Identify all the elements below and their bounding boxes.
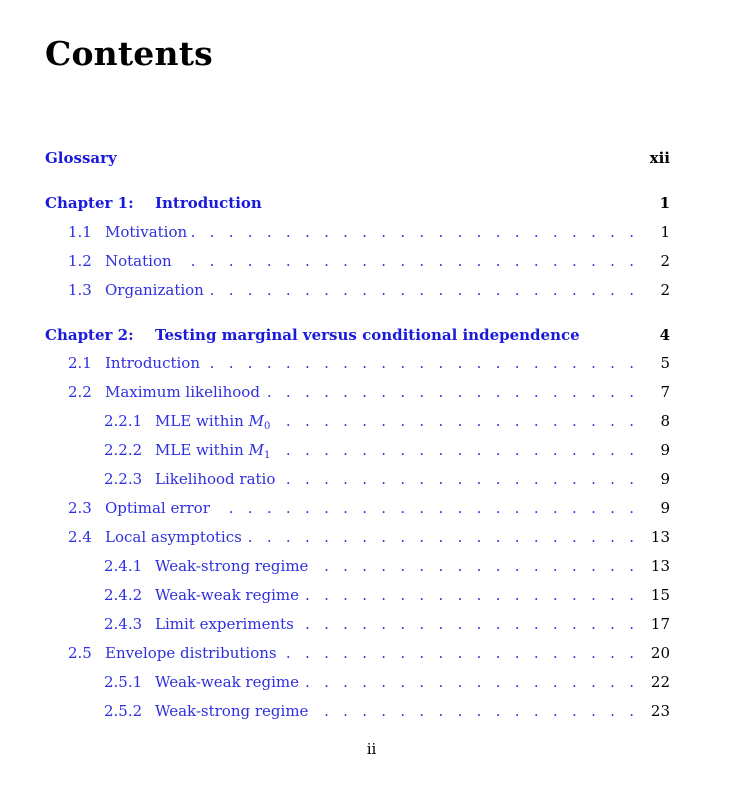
toc-section-entry[interactable]	[0, 439, 743, 461]
toc-entry-number: 1.2	[68, 252, 92, 270]
toc-entry-title	[155, 671, 303, 693]
toc-entry-title	[155, 439, 274, 467]
toc-section-entry[interactable]	[0, 497, 743, 519]
toc-entry-title	[155, 700, 312, 722]
toc-entry-title	[155, 192, 266, 214]
toc-section-entry[interactable]	[0, 250, 743, 272]
toc-entry-number: 2.3	[68, 499, 92, 517]
toc-section-entry[interactable]	[0, 410, 743, 432]
toc-entry-title-text: Weak-strong regime	[155, 702, 309, 720]
toc-entry-title-text: Motivation	[105, 223, 188, 241]
toc-section-entry[interactable]	[0, 352, 743, 374]
toc-entry-title-text: Limit experiments	[155, 615, 294, 633]
toc-entry-title-text: Organization	[105, 281, 204, 299]
toc-section-entry[interactable]	[0, 381, 743, 403]
toc-section-entry[interactable]	[0, 613, 743, 635]
toc-entry-number: Chapter 2:	[45, 326, 134, 344]
toc-entry-number: 1.1	[68, 223, 92, 241]
toc-page-number: 9	[660, 499, 670, 517]
toc-page-number: 13	[650, 528, 670, 546]
toc-entry-title	[105, 279, 208, 301]
toc-page-number: 9	[660, 441, 670, 459]
page-number-footer: ii	[366, 740, 377, 758]
toc-entry-title-text: Testing marginal versus conditional independence	[155, 326, 580, 344]
toc-page-number: 1	[660, 223, 670, 241]
toc-entry-number: 2.5.1	[104, 673, 143, 691]
toc-page-number: 7	[660, 383, 670, 401]
toc-entry-title-text: Weak-strong regime	[155, 557, 309, 575]
toc-entry-title	[155, 613, 298, 635]
toc-page-number: 1	[659, 194, 670, 212]
toc-entry-title	[155, 410, 274, 438]
toc-entry-title	[155, 584, 303, 606]
toc-entry-title-text: Envelope distributions	[105, 644, 277, 662]
toc-entry-title-text: MLE within	[155, 412, 249, 430]
toc-section-entry[interactable]	[0, 671, 743, 693]
toc-page-number: 20	[650, 644, 670, 662]
toc-entry-number: 2.2	[68, 383, 92, 401]
toc-entry-title	[155, 324, 584, 346]
toc-entry-number: 2.2.2	[104, 441, 143, 459]
toc-section-entry[interactable]	[0, 468, 743, 490]
toc-page-number: 9	[660, 470, 670, 488]
toc-entry-number: 2.2.3	[104, 470, 143, 488]
toc-chapter-entry[interactable]	[0, 324, 743, 346]
toc-entry-title-text: Weak-weak regime	[155, 586, 299, 604]
toc-section-entry[interactable]	[0, 221, 743, 243]
toc-entry-number: Glossary	[45, 149, 117, 167]
toc-page-number: 2	[660, 281, 670, 299]
toc-page-number: 23	[650, 702, 670, 720]
toc-entry-title-text: MLE within	[155, 441, 249, 459]
math-symbol: M	[248, 412, 264, 430]
toc-entry-number: 2.1	[68, 354, 92, 372]
toc-entry-title	[105, 497, 214, 519]
toc-page-number: 17	[650, 615, 670, 633]
toc-entry-number: 2.5	[68, 644, 92, 662]
math-symbol: M	[248, 441, 264, 459]
toc-section-entry[interactable]	[0, 700, 743, 722]
toc-section-entry[interactable]	[0, 584, 743, 606]
toc-entry-number: 2.4.1	[104, 557, 143, 575]
toc-entry-title	[105, 526, 246, 548]
toc-entry-title	[105, 381, 264, 403]
toc-chapter-entry[interactable]	[0, 147, 743, 169]
toc-page-number: 4	[659, 326, 670, 344]
toc-section-entry[interactable]	[0, 279, 743, 301]
toc-page-number: 22	[650, 673, 670, 691]
toc-section-entry[interactable]	[0, 642, 743, 664]
toc-entry-title-text: Optimal error	[105, 499, 210, 517]
toc-entry-title	[155, 468, 279, 490]
toc-page-number: 2	[660, 252, 670, 270]
toc-entry-title	[105, 250, 176, 272]
toc-entry-title	[105, 642, 281, 664]
toc-entry-title-text: Likelihood ratio	[155, 470, 276, 488]
toc-entry-number: 2.2.1	[104, 412, 143, 430]
toc-section-entry[interactable]	[0, 555, 743, 577]
toc-section-entry[interactable]	[0, 526, 743, 548]
math-subscript: 1	[263, 450, 271, 461]
toc-entry-title	[105, 352, 204, 374]
toc-entry-title-text: Weak-weak regime	[155, 673, 299, 691]
toc-entry-title-text: Local asymptotics	[105, 528, 242, 546]
toc-page-number: 13	[650, 557, 670, 575]
page-title: Contents	[45, 34, 213, 73]
math-subscript: 0	[263, 421, 271, 432]
toc-entry-title-text: Notation	[105, 252, 172, 270]
toc-entry-title-text: Introduction	[155, 194, 262, 212]
toc-chapter-entry[interactable]	[0, 192, 743, 214]
toc-entry-title	[155, 555, 312, 577]
toc-entry-number: 2.4.3	[104, 615, 143, 633]
toc-dot-leader	[105, 250, 634, 272]
toc-entry-number: 2.5.2	[104, 702, 143, 720]
toc-entry-number: 2.4.2	[104, 586, 143, 604]
toc-entry-number: 1.3	[68, 281, 92, 299]
toc-entry-title-text: Introduction	[105, 354, 200, 372]
toc-page-number: 15	[650, 586, 670, 604]
toc-page-number: xii	[649, 149, 670, 167]
toc-entry-title-text: Maximum likelihood	[105, 383, 260, 401]
toc-entry-number: 2.4	[68, 528, 92, 546]
toc-page-number: 8	[660, 412, 670, 430]
toc-entry-number: Chapter 1:	[45, 194, 134, 212]
toc-page-number: 5	[660, 354, 670, 372]
toc-entry-title	[105, 221, 191, 243]
